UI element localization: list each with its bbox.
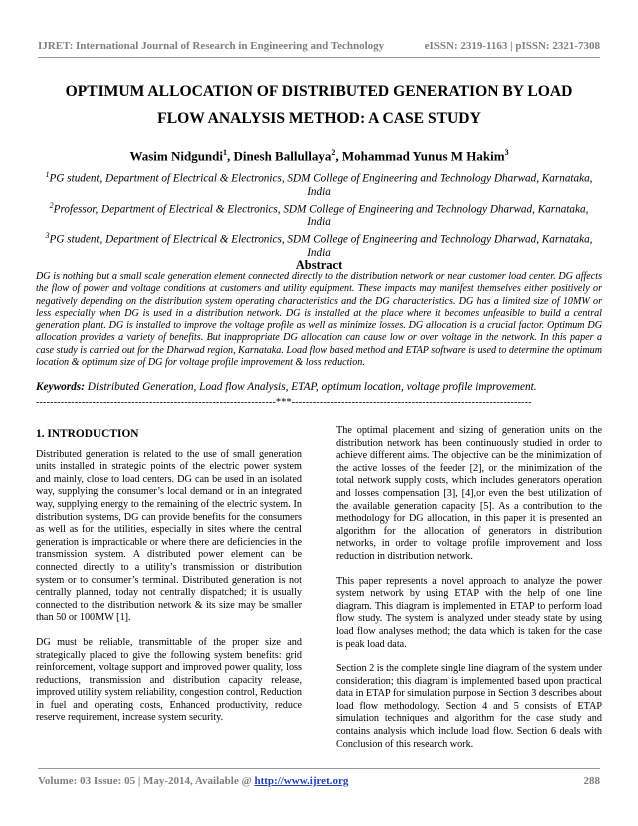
issn: eISSN: 2319-1163 | pISSN: 2321-7308 (424, 40, 600, 52)
page-footer (38, 775, 600, 787)
footer-info (38, 775, 348, 787)
section-heading: 1. INTRODUCTION (36, 428, 139, 440)
page-number: 288 (583, 775, 600, 787)
keywords-text: Distributed Generation, Load flow Analysis, ETAP, optimum location, voltage profile improvement. (87, 381, 537, 393)
paragraph: DG must be reliable, transmittable of the proper size and strategically placed to give the following system benefits: grid reinforcement, voltage support and improved power quality, loss reductions, transmission and distribution capacity release, improved utility system reliability, congestion control, Reduction in fuel and operating costs, Enhanced productivity, reduce reserve requirement, increase system security. (36, 636, 302, 724)
abstract-heading: Abstract (295, 258, 343, 272)
affiliations (36, 168, 602, 260)
author-name: Wasim Nidgundi (129, 148, 224, 164)
affiliation-sup: 3 (45, 231, 50, 241)
title-line-1: OPTIMUM ALLOCATION OF DISTRIBUTED GENERATION BY LOAD (65, 83, 573, 100)
header-rule (38, 57, 600, 58)
affiliation-text: PG student, Department of Electrical & Electronics, SDM College of Engineering and Technology Dharwad, Karnataka, (49, 234, 593, 247)
author-list: Wasim Nidgundi$^1$, Dinesh Ballullaya$^2$, Mohammad Yunus M Hakim$^3$ (129, 148, 509, 164)
page-header (38, 40, 600, 52)
author-name: Dinesh Ballullaya (233, 148, 332, 164)
paragraph: Distributed generation is related to the use of small generation units installed in strategic points of the electric power system and mainly, close to load centers. DG can be used in an isolated way, supplying the consumer’s local demand or in an integrated way, supplying energy to the remaining of the electric system. In distribution systems, DG can provide benefits for the consumers as well as for the utilities, especially in sites where the central generation is impracticable or where there are deficiencies in the transmission system. A distributed power element can be connected directly to a utility’s transmission or distribution system or to consumer’s terminal. Distributed generation is not centrally planned, today not centrally dispatched; it is usually connected to the distribution network & its size may be smaller than 50 or 100MW [1]. (36, 448, 302, 624)
affiliation-country: India (307, 247, 331, 260)
keywords-label: Keywords: (36, 381, 85, 393)
paragraph: The optimal placement and sizing of generation units on the distribution network has been continuously studied in order to achieve different aims. The objective can be the minimization of the active losses of the feeder [2], or the minimization of the total network supply costs, which includes generators operation and losses compensation [3], [4],or even the best utilization of the available generation capacity [5]. As a contribution to the methodology for DG allocation, in this paper it is presented an algorithm for the allocation of generators in distribution networks, in order to voltage profile improvement and loss reduction in distribution network. (336, 425, 602, 562)
affiliation (36, 229, 602, 260)
paper-title (38, 78, 600, 132)
abstract-text: DG is nothing but a small scale generation element connected directly to the distribution network or near customer load center. DG affects the flow of power and voltage conditions at customers and utility equipment. These impacts may manifest themselves either positively or negatively depending on the distribution system operating characteristics and the DG characteristics. DG has a limited size of 10MW or less especially when DG is used in a distribution network. DG is installed at the place where it becomes unfeasible to build a central generation plant. DG is installed to improve the voltage profile as well as minimize losses. DG allocation is a crucial factor. Optimum DG allocation provides a variety of benefits. But inappropriate DG allocation can cause low or over voltage in the network. In this paper a case study is carried out for the Dharwad region, Karnataka. Load flow based method and ETAP software is used to determine the optimum location & optimum size of DG for voltage profile improvement & loss reduction. (36, 271, 602, 369)
affiliation-sup: 1 (45, 170, 50, 179)
paragraph: This paper represents a novel approach to analyze the power system network by using ETAP with the help of one line diagram. This diagram is implemented in ETAP to perform load flow study. The system is analyzed under steady state by using load flow analyses method; the data which is taken for the case is peak load data. (336, 575, 602, 650)
title-line-2: FLOW ANALYSIS METHOD: A CASE STUDY (157, 110, 481, 127)
affiliation-text: Professor, Department of Electrical & Electronics, SDM College of Engineering and Technology Dharwad, Karnataka, (53, 203, 589, 216)
affiliation (36, 168, 602, 199)
journal-name: IJRET: International Journal of Research in Engineering and Technology (38, 40, 385, 52)
affiliation-text: PG student, Department of Electrical & Electronics, SDM College of Engineering and Technology Dharwad, Karnataka, (49, 172, 593, 185)
affiliation-country: India (307, 185, 331, 198)
author-name: Mohammad Yunus M Hakim (341, 148, 505, 164)
affiliation-country: India (307, 216, 331, 229)
left-column (36, 428, 302, 737)
author-sup: 3 (504, 148, 509, 157)
paragraph: Section 2 is the complete single line diagram of the system under consideration; this diagram is implemented based upon practical data in ETAP for simulation purpose in Section 3 describes about load flow methodology. Section 4 and 5 consists of ETAP simulation techniques and algorithm for the case study and contains analysis which include load flow. Section 6 deals with Conclusion of this research work. (336, 663, 602, 750)
section-divider: --------------------------------------------------------------------***-------------------------------------------------------------------- (36, 397, 532, 408)
keywords (36, 381, 602, 393)
affiliation-sup: 2 (49, 200, 54, 210)
right-column (336, 425, 602, 763)
author-sup: 1 (223, 148, 228, 157)
journal-link[interactable]: http://www.ijret.org (254, 775, 349, 787)
footer-prefix: Volume: 03 Issue: 05 | May-2014, Available @ (38, 775, 255, 787)
author-sup: 2 (331, 148, 336, 157)
footer-rule (38, 768, 600, 769)
affiliation (36, 199, 602, 230)
